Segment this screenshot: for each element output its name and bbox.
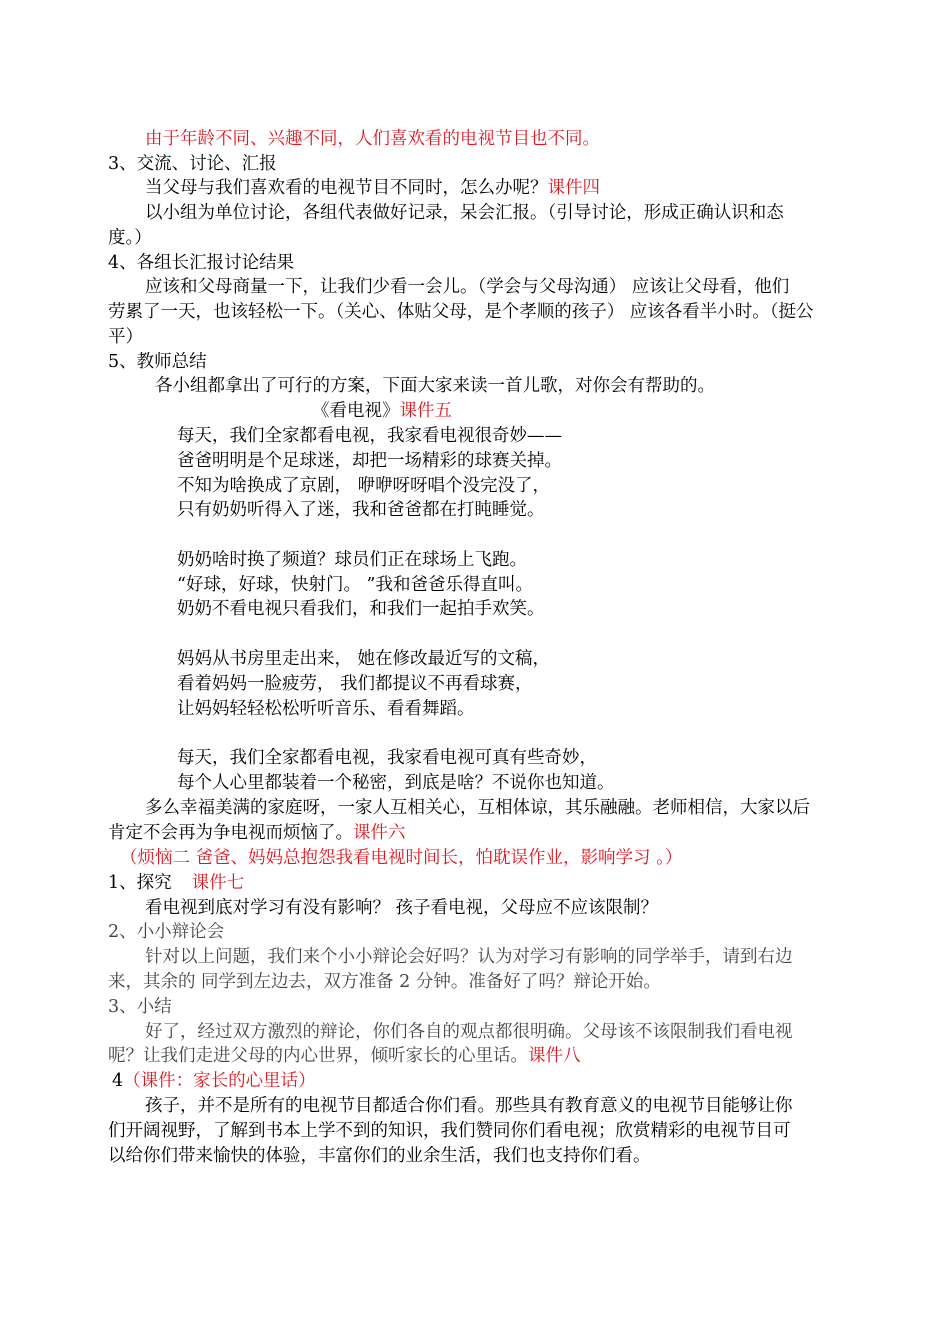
poem-line: 不知为啥换成了京剧， 咿咿呀呀唱个没完没了， [177,476,551,496]
poem-line: 只有奶奶听得入了迷，我和爸爸都在打盹睡觉。 [177,500,545,520]
text-line-question [145,176,600,200]
no-trouble-text: 肯定不会再为争电视而烦恼了。 [108,823,353,843]
text-line-report-1: 应该和父母商量一下，让我们少看一会儿。（学会与父母沟通） 应该让父母看，他们 [145,277,790,297]
courseware-8-label: 课件八 [528,1046,581,1066]
text-line-happy-family: 多么幸福美满的家庭呀，一家人互相关心，互相体谅，其乐融融。老师相信，大家以后 [145,798,810,818]
conclusion-text: 呢？让我们走进父母的内心世界，倾听家长的心里话。 [108,1046,528,1066]
text-line-report-3: 平） [108,327,143,347]
text-line-conclusion-1: 好了，经过双方激烈的辩论，你们各自的观点都很明确。父母该不该限制我们看电视 [145,1022,793,1042]
text-line-group-discussion: 以小组为单位讨论，各组代表做好记录，呆会汇报。（引导讨论，形成正确认识和态 [145,203,784,223]
text-line-no-trouble [108,821,406,845]
poem-line: 爸爸明明是个足球迷，却把一场精彩的球赛关掉。 [177,451,562,471]
courseware-5-label: 课件五 [399,401,452,421]
text-line-debate-2: 来，其余的 同学到左边去，双方准备 2 分钟。准备好了吗？辩论开始。 [108,972,661,992]
trouble-two-heading: （烦恼二 爸爸、妈妈总抱怨我看电视时间长，怕耽误作业，影响学习 。） [120,848,683,868]
text-line-attitude: 度。） [108,228,152,248]
parents-words-label: （课件：家长的心里话） [123,1071,316,1091]
heading-conclusion: 3、小结 [108,997,172,1017]
text-line-parents-2: 们开阔视野，了解到书本上学不到的知识，我们赞同你们看电视；欣赏精彩的电视节目可 [108,1121,791,1141]
heading-group-report: 4、各组长汇报讨论结果 [108,253,295,273]
text-line-summary: 各小组都拿出了可行的方案，下面大家来读一首儿歌，对你会有帮助的。 [155,376,715,396]
text-line-explore-question: 看电视到底对学习有没有影响？ 孩子看电视，父母应不应该限制？ [145,898,659,918]
text-line-conclusion-2 [108,1044,581,1068]
parents-words-number: 4 [112,1071,124,1091]
text-line-parents-1: 孩子，并不是所有的电视节目都适合你们看。那些具有教育意义的电视节目能够让你 [145,1096,793,1116]
text-line-debate-1: 针对以上问题，我们来个小小辩论会好吗？认为对学习有影响的同学举手，请到右边 [145,947,793,967]
poem-line: 奶奶啥时换了频道？球员们正在球场上飞跑。 [177,550,527,570]
heading-explore [108,871,244,895]
poem-line: 每个人心里都装着一个秘密，到底是啥？不说你也知道。 [177,773,615,793]
text-line-age-interest: 由于年龄不同、兴趣不同，人们喜欢看的电视节目也不同。 [145,129,600,149]
courseware-6-label: 课件六 [353,823,406,843]
poem-line: 妈妈从书房里走出来， 她在修改最近写的文稿， [177,649,551,669]
courseware-4-label: 课件四 [547,178,600,198]
poem-title [312,399,452,423]
heading-parents-words [112,1069,316,1093]
courseware-7-label: 课件七 [191,873,245,893]
poem-title-text: 《看电视》 [312,401,400,421]
heading-discussion: 3、交流、讨论、汇报 [108,154,277,174]
heading-debate: 2、小小辩论会 [108,922,225,942]
heading-teacher-summary: 5、教师总结 [108,352,207,372]
poem-line: 奶奶不看电视只看我们，和我们一起拍手欢笑。 [177,599,545,619]
poem-line: 每天，我们全家都看电视，我家看电视很奇妙—— [177,426,562,446]
poem-line: 看着妈妈一脸疲劳， 我们都提议不再看球赛， [177,674,533,694]
poem-line: 每天，我们全家都看电视，我家看电视可真有些奇妙， [177,748,597,768]
text-line-parents-3: 以给你们带来愉快的体验，丰富你们的业余生活，我们也支持你们看。 [108,1146,651,1166]
explore-text: 1、探究 [108,873,172,893]
poem-line: 让妈妈轻轻松松听听音乐、看看舞蹈。 [177,699,475,719]
text-line-report-2: 劳累了一天，也该轻松一下。（关心、体贴父母，是个孝顺的孩子） 应该各看半小时。（挺公 [108,302,814,322]
poem-line: “好球，好球，快射门。 ”我和爸爸乐得直叫。 [177,575,533,595]
question-text: 当父母与我们喜欢看的电视节目不同时，怎么办呢？ [145,178,548,198]
